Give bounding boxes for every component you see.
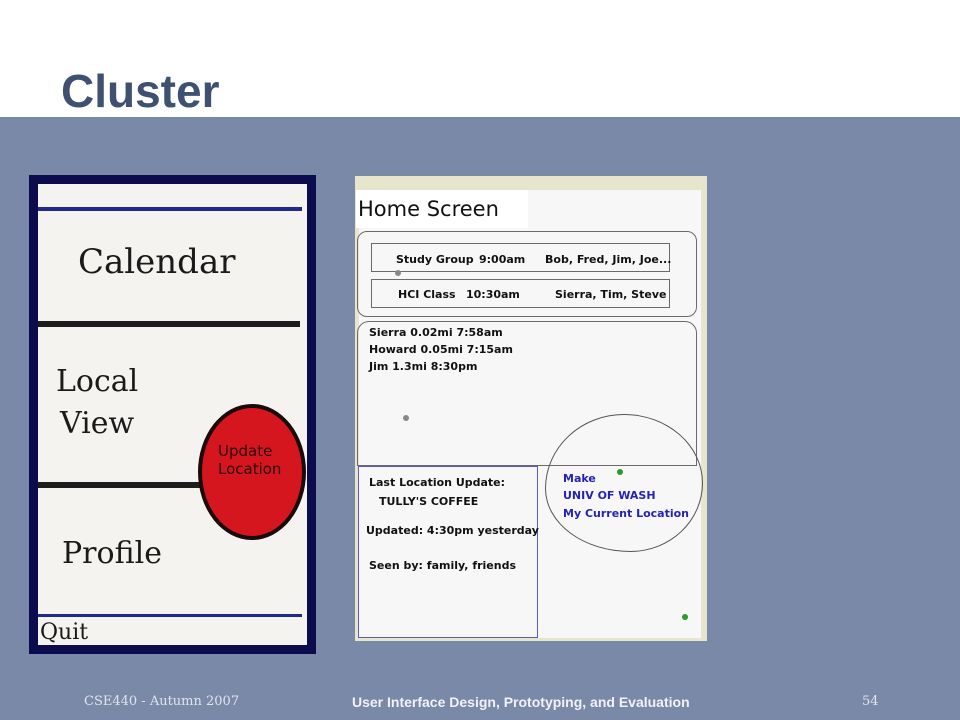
update-location-label: Update Location bbox=[218, 442, 282, 478]
location-title: Last Location Update: bbox=[369, 476, 506, 489]
sketch-item-profile: Profile bbox=[62, 536, 162, 571]
make-option-univ: UNIV OF WASH bbox=[563, 489, 656, 502]
footer-subtitle: User Interface Design, Prototyping, and Evaluation bbox=[352, 694, 690, 710]
nearby-person: Sierra 0.02mi 7:58am bbox=[369, 326, 503, 339]
location-updated: Updated: 4:30pm yesterday bbox=[366, 524, 539, 537]
nearby-person: Jim 1.3mi 8:30pm bbox=[369, 360, 478, 373]
sketch-top-line bbox=[38, 207, 302, 211]
event-people: Bob, Fred, Jim, Joe... bbox=[545, 253, 672, 266]
wireframe-image bbox=[355, 176, 707, 641]
page-number: 54 bbox=[862, 694, 879, 709]
slide-title: Cluster bbox=[61, 65, 220, 117]
location-panel bbox=[358, 466, 538, 638]
make-label: Make bbox=[563, 472, 596, 485]
event-time: 9:00am bbox=[479, 253, 526, 266]
annotation-dot bbox=[682, 614, 688, 620]
sketch-bottom-line bbox=[38, 614, 302, 617]
sketch-item-quit: Quit bbox=[40, 620, 89, 645]
sketch-item-local: Local bbox=[56, 364, 139, 399]
sketch-paper bbox=[38, 184, 307, 645]
sketch-item-calendar: Calendar bbox=[78, 242, 236, 282]
event-name: HCI Class bbox=[398, 288, 456, 301]
sketch-item-view: View bbox=[60, 406, 135, 441]
make-option-current: My Current Location bbox=[563, 507, 690, 520]
annotation-dot bbox=[617, 469, 623, 475]
paper-sketch-image bbox=[29, 175, 316, 654]
event-name: Study Group bbox=[396, 253, 474, 266]
annotation-dot bbox=[395, 270, 401, 276]
sketch-divider bbox=[38, 482, 213, 488]
event-people: Sierra, Tim, Steve bbox=[555, 288, 667, 301]
home-screen-header: Home Screen bbox=[356, 190, 528, 228]
event-time: 10:30am bbox=[466, 288, 520, 301]
sketch-divider bbox=[38, 321, 300, 327]
location-place: TULLY'S COFFEE bbox=[379, 495, 479, 508]
location-seen-by: Seen by: family, friends bbox=[369, 559, 517, 572]
annotation-dot bbox=[403, 415, 409, 421]
footer-course: CSE440 - Autumn 2007 bbox=[84, 694, 240, 709]
nearby-person: Howard 0.05mi 7:15am bbox=[369, 343, 513, 356]
